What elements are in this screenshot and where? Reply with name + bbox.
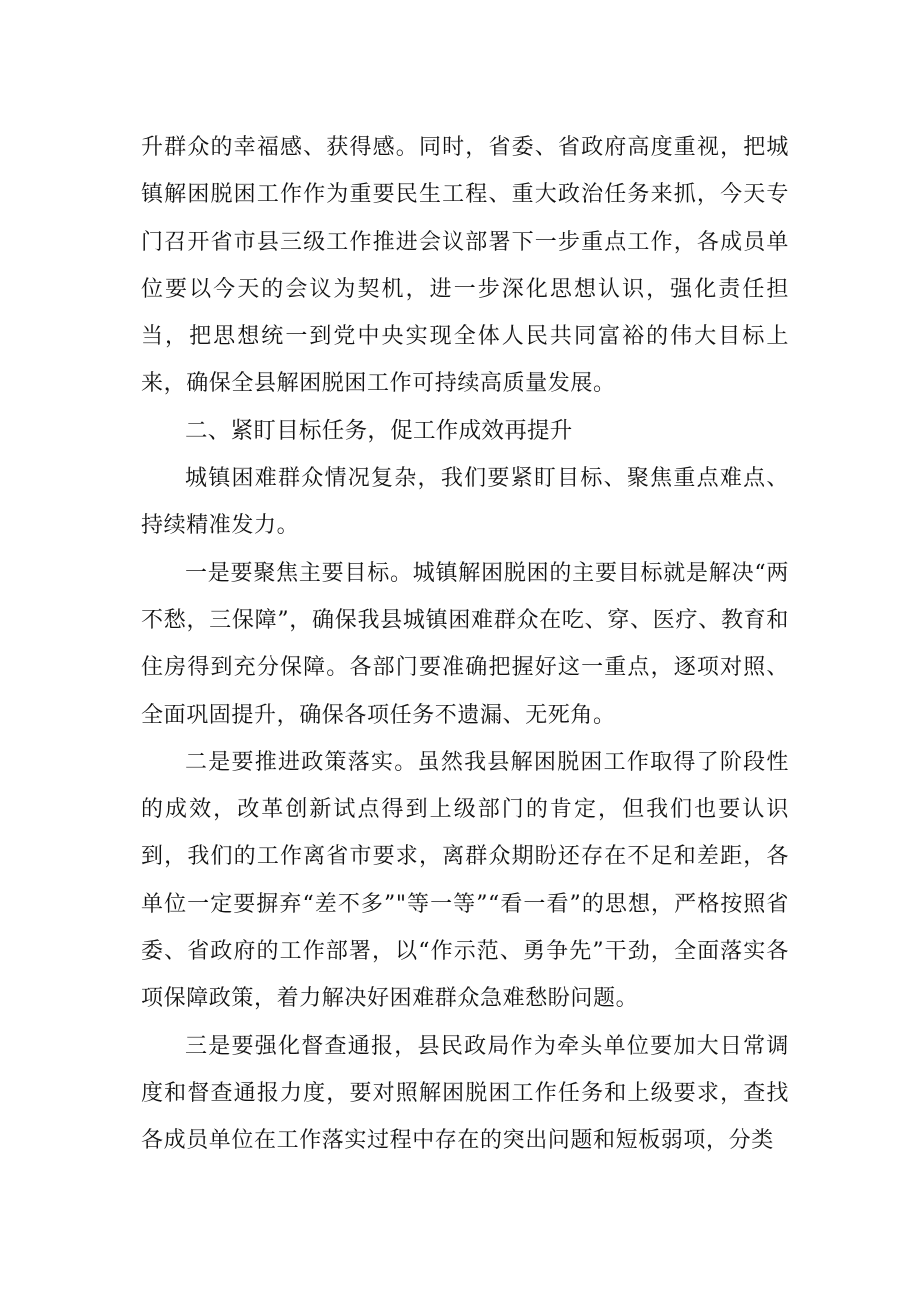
document-body bbox=[141, 124, 789, 1165]
paragraph-point-two: 二是要推进政策落实。虽然我县解困脱困工作取得了阶段性的成效，改革创新试点得到上级部门的肯定，但我们也要认识到，我们的工作离省市要求，离群众期盼还存在不足和差距，各单位一定要摒弃“差不多”"等一等”“看一看”的思想，严格按照省委、省政府的工作部署，以“作示范、勇争先”干劲，全面落实各项保障政策，着力解决好困难群众急难愁盼问题。 bbox=[141, 749, 789, 1012]
paragraph-intro: 城镇困难群众情况复杂，我们要紧盯目标、聚焦重点难点、持续精准发力。 bbox=[141, 466, 789, 539]
paragraph-point-one: 一是要聚焦主要目标。城镇解困脱困的主要目标就是解决“两不愁，三保障”，确保我县城镇困难群众在吃、穿、医疗、教育和住房得到充分保障。各部门要准确把握好这一重点，逐项对照、全面巩固提升，确保各项任务不遗漏、无死角。 bbox=[141, 560, 789, 728]
paragraph-continuation: 升群众的幸福感、获得感。同时，省委、省政府高度重视，把城镇解困脱困工作作为重要民生工程、重大政治任务来抓，今天专门召开省市县三级工作推进会议部署下一步重点工作，各成员单位要以今天的会议为契机，进一步深化思想认识，强化责任担当，把思想统一到党中央实现全体人民共同富裕的伟大目标上来，确保全县解困脱困工作可持续高质量发展。 bbox=[141, 135, 789, 397]
section-heading: 二、紧盯目标任务，促工作成效再提升 bbox=[185, 417, 573, 444]
paragraph-point-three: 三是要强化督查通报，县民政局作为牵头单位要加大日常调度和督查通报力度，要对照解困脱困工作任务和上级要求，查找各成员单位在工作落实过程中存在的突出问题和短板弱项，分类 bbox=[141, 1033, 789, 1154]
